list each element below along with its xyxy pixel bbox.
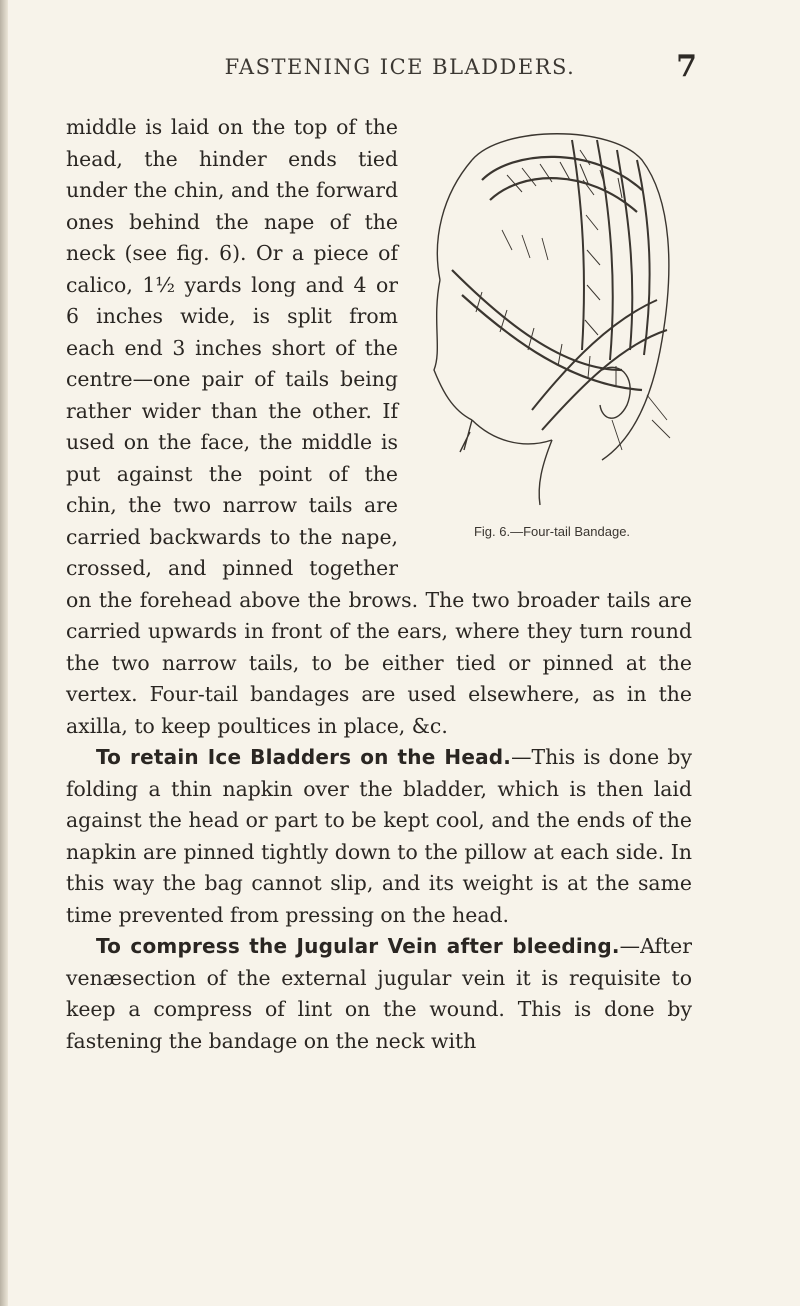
running-title: FASTENING ICE BLADDERS. (224, 55, 576, 79)
heading-ice-bladders: To retain Ice Bladders on the Head. (96, 745, 512, 769)
figure-four-tail-bandage (412, 120, 692, 560)
figure-caption: Fig. 6.—Four-tail Bandage. (473, 524, 631, 539)
text-ice-bladders: —This is done by folding a thin napkin over the bladder, which is then laid against the head or part to be kept cool, and the ends of the napkin are pinned tightly down to the pillow at each side. In this way the bag cannot slip, and its weight is at the same time prevented from pressing on the head. (66, 745, 692, 927)
body-text (66, 112, 692, 1057)
heading-jugular: To compress the Jugular Vein after bleeding. (96, 934, 620, 958)
page-header (0, 49, 800, 95)
page-edge (0, 0, 8, 1306)
paragraph-ice-bladders (66, 742, 692, 931)
paragraph-jugular (66, 931, 692, 1057)
text-jugular: —After venæsection of the external jugular vein it is requisite to keep a compress of lint on the wound. This is done by fastening the bandage on the neck with (66, 934, 692, 1053)
paragraph-four-tail: middle is laid on the top of the head, the hinder ends tied under the chin, and the forward ones behind the nape of the neck (see fig. 6). Or a piece of calico, 1½ yards long and 4 or 6 inches wide, is split from each end 3 inches short of the centre—one pair of tails being rather wider than the other. If used on the face, the middle is put against the point of the chin, the two narrow tails are carried backwards to the nape, crossed, and pinned together on the forehead above the brows. The two broader tails are carried upwards in front of the ears, where they turn round the two narrow tails, to be either tied or pinned at the vertex. Four-tail bandages are used elsewhere, as in the axilla, to keep poultices in place, &c. (66, 115, 692, 738)
page-number: 7 (676, 49, 697, 84)
bandage-illustration (412, 120, 692, 510)
